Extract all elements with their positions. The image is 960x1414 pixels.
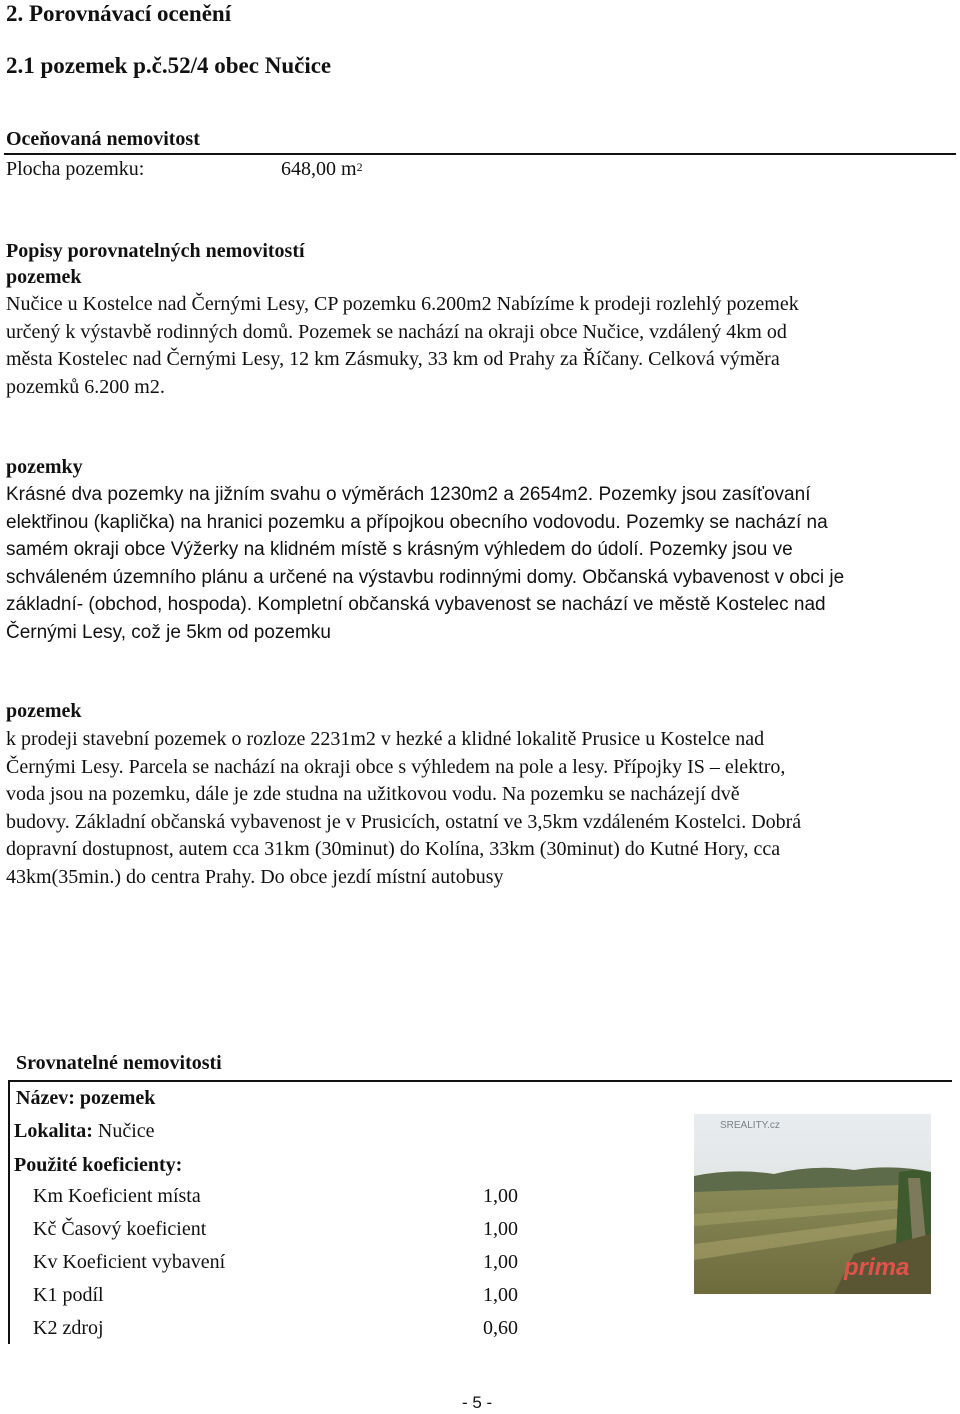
coef-label-kc: Kč Časový koeficient (33, 1218, 207, 1240)
name-row: Název: pozemek (16, 1087, 156, 1109)
coef-value-kv: 1,00 (483, 1251, 518, 1273)
comparable-3-title: pozemek (6, 700, 82, 722)
property-photo (694, 1114, 931, 1294)
comparable-2-description: Krásné dva pozemky na jižním svahu o výměrách 1230m2 a 2654m2. Pozemky jsou zasíťovaní elektřinou (kaplička) na hranici pozemku a přípojkou obecního vodovodu. Pozemky se nachází na samém okraji obce Výžerky na klidném místě s krásným výhledem do údolí. Pozemky jsou ve schváleném územního plánu a určené na výstavbu rodinnými domy. Občanská vybavenost v obci je základní- (obchod, hospoda). Kompletní občanská vybavenost se nachází ve městě Kostelec nad Černými Lesy, což je 5km od pozemku (6, 484, 845, 643)
area-value: 648,00 $m^2$ (281, 158, 363, 180)
area-label: Plocha pozemku: (6, 158, 145, 180)
comparable-3-description: k prodeji stavební pozemek o rozloze 2231m2 v hezké a klidné lokalitě Prusice u Kostelce nad Černými Lesy. Parcela se nachází na okraji obce s výhledem na pole a lesy. Přípojky IS – elektro, voda jsou na pozemku, dále je zde studna na užitkovou vodu. Na pozemku se nacházejí dvě budovy. Základní občanská vybavenost je v Prusicích, ostatní ve 3,5km vzdáleném Kostelci. Dobrá dopravní dostupnost, autem cca 31km (30minut) do Kolína, 33km (30minut) do Kutné Hory, cca 43km(35min.) do centra Prahy. Do obce jezdí místní autobusy (6, 728, 802, 888)
section-title: 2. Porovnávací ocenění (6, 1, 232, 26)
coef-value-k1: 1,00 (483, 1284, 518, 1306)
heading-rule (4, 153, 956, 155)
comparable-1-title: pozemek (6, 266, 82, 288)
coef-label-km: Km Koeficient místa (33, 1185, 201, 1207)
comparables-heading: Popisy porovnatelných nemovitostí (6, 240, 305, 262)
photo-watermark: SREALITY.cz (720, 1120, 780, 1131)
coef-value-k2: 0,60 (483, 1317, 518, 1339)
coef-label-k2: K2 zdroj (33, 1317, 104, 1339)
coef-label-k1: K1 podíl (33, 1284, 104, 1306)
comparable-2-title: pozemky (6, 456, 83, 478)
prima-logo: prima (844, 1254, 910, 1281)
coefficients-heading: Použité koeficienty: (14, 1154, 183, 1176)
page-number: - 5 - (462, 1393, 493, 1412)
valued-property-heading: Oceňovaná nemovitost (6, 128, 200, 150)
comparable-1-description: Nučice u Kostelce nad Černými Lesy, CP pozemku 6.200m2 Nabízíme k prodeji rozlehlý pozemek určený k výstavbě rodinných domů. Pozemek se nachází na okraji obce Nučice, vzdálený 4km od města Kostelec nad Černými Lesy, 12 km Zásmuky, 33 km od Prahy za Říčany. Celková výměra pozemků 6.200 m2. (6, 293, 799, 398)
coef-label-kv: Kv Koeficient vybavení (33, 1251, 226, 1273)
comparable-table-heading: Srovnatelné nemovitosti (16, 1052, 222, 1074)
locality-row: Lokalita: Nučice (14, 1120, 155, 1142)
subsection-title: 2.1 pozemek p.č.52/4 obec Nučice (6, 53, 332, 78)
comparable-table-top-rule (588, 1080, 952, 1082)
coef-value-kc: 1,00 (483, 1218, 518, 1240)
coef-value-km: 1,00 (483, 1185, 518, 1207)
